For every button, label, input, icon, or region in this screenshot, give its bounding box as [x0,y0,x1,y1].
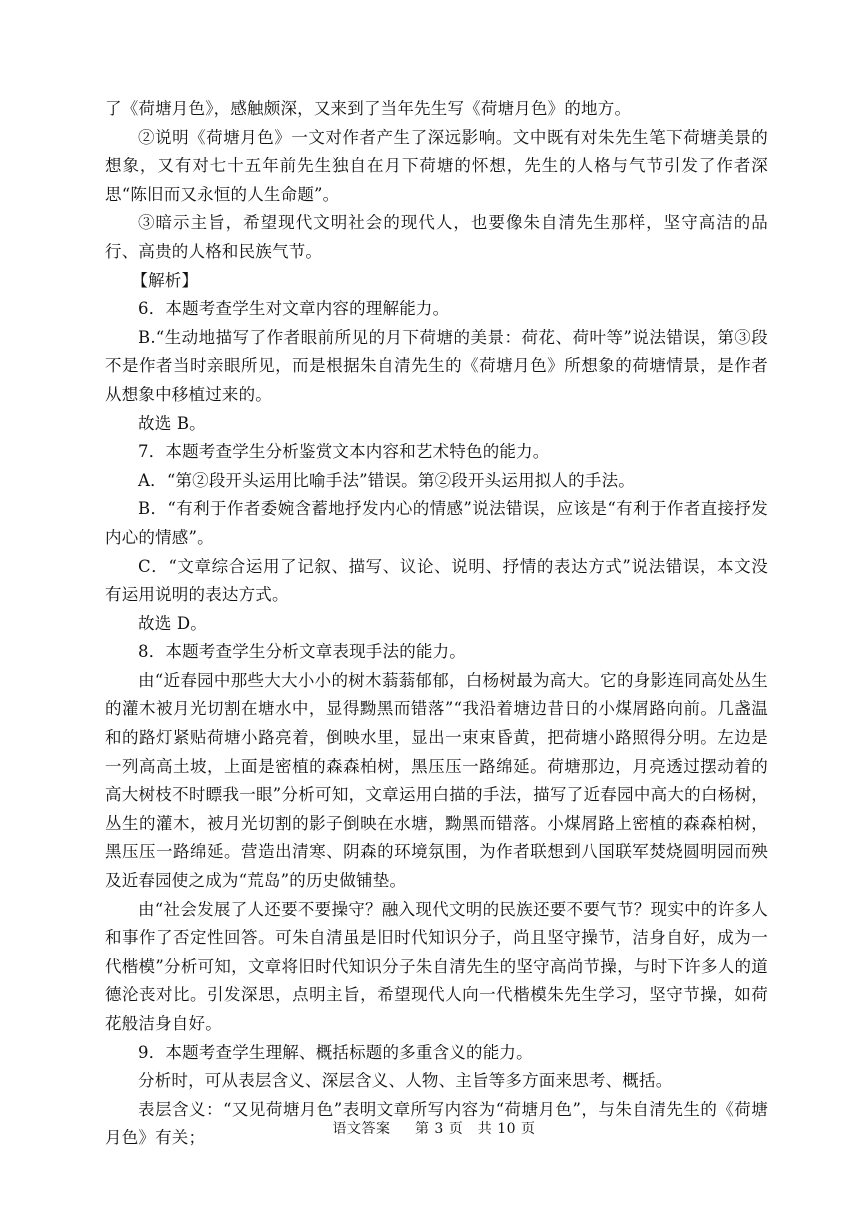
paragraph-q7-option-b: B．“有利于作者委婉含蓄地抒发内心的情感”说法错误，应该是“有利于作者直接抒发内心的情感”。 [105,499,768,547]
paragraph-point-3: ③暗示主旨，希望现代文明社会的现代人，也要像朱自清先生那样，坚守高洁的品行、高贵的人格和民族气节。 [105,213,768,261]
paragraph-q8-intro: 8．本题考查学生分析文章表现手法的能力。 [138,642,466,662]
section-heading-analysis: 【解析】 [131,270,199,290]
page-footer [0,1118,868,1138]
paragraph-q7-option-c: C．“文章综合运用了记叙、描写、议论、说明、抒情的表达方式”说法错误，本文没有运用说明的表达方式。 [105,556,768,605]
paragraph-q9-method: 分析时，可从表层含义、深层含义、人物、主旨等多方面来思考、概括。 [138,1071,673,1091]
paragraph-q7-option-a: A．“第②段开头运用比喻手法”错误。第②段开头运用拟人的手法。 [138,470,635,490]
footer-subject: 语文答案 [332,1121,391,1137]
paragraph-continuation: 了《荷塘月色》，感触颇深，又来到了当年先生写《荷塘月色》的地方。 [105,99,632,118]
paragraph-q8-analysis-1: 由“近春园中那些大大小小的树木蓊蓊郁郁，白杨树最为高大。它的身影连同高处丛生的灌木被月光切割在塘水中，显得黝黑而错落”“我沿着塘边昔日的小煤屑路向前。几盏温和的路灯紧贴荷塘小路亮着，倒映水里，显出一束束昏黄，把荷塘小路照得分明。左边是一列高高土坡，上面是密植的森森柏树，黑压压一路绵延。荷塘那边，月亮透过摆动着的高大树枝不时瞟我一眼”分析可知，文章运用白描的手法，描写了近春园中高大的白杨树，丛生的灌木，被月光切割的影子倒映在水塘，黝黑而错落。小煤屑路上密植的森森柏树，黑压压一路绵延。营造出清寒、阴森的环境氛围，为作者联想到八国联军焚烧圆明园而殃及近春园使之成为“荒岛”的历史做铺垫。 [105,670,768,891]
paragraph-q7-intro: 7．本题考查学生分析鉴赏文本内容和艺术特色的能力。 [138,442,550,462]
paragraph-q9-intro: 9．本题考查学生理解、概括标题的多重含义的能力。 [138,1042,533,1062]
document-body [105,95,768,1153]
paragraph-q6-answer: 故选 B。 [138,413,206,433]
paragraph-q8-analysis-2: 由“社会发展了人还要不要操守？融入现代文明的民族还要不要气节？现实中的许多人和事作了否定性回答。可朱自清虽是旧时代知识分子，尚且坚守操节，洁身自好，成为一代楷模”分析可知，文章将旧时代知识分子朱自清先生的坚守高尚节操，与时下许多人的道德沦丧对比。引发深思，点明主旨，希望现代人向一代楷模朱先生学习，坚守节操，如荷花般洁身自好。 [105,899,768,1033]
paragraph-q6-intro: 6．本题考查学生对文章内容的理解能力。 [138,299,450,319]
paragraph-point-2: ②说明《荷塘月色》一文对作者产生了深远影响。文中既有对朱先生笔下荷塘美景的想象，又有对七十五年前先生独自在月下荷塘的怀想，先生的人格与气节引发了作者深思“陈旧而又永恒的人生命题”。 [105,127,768,204]
paragraph-q7-answer: 故选 D。 [138,613,207,633]
paragraph-q6-option-b: B.“生动地描写了作者眼前所见的月下荷塘的美景：荷花、荷叶等”说法错误，第③段不是作者当时亲眼所见，而是根据朱自清先生的《荷塘月色》所想象的荷塘情景，是作者从想象中移植过来的。 [105,327,768,404]
paragraph-q9-surface-meaning: 表层含义：“又见荷塘月色”表明文章所写内容为“荷塘月色”，与朱自清先生的《荷塘月色》有关； [105,1099,768,1148]
footer-page-number: 第 3 页 共 10 页 [414,1121,536,1137]
